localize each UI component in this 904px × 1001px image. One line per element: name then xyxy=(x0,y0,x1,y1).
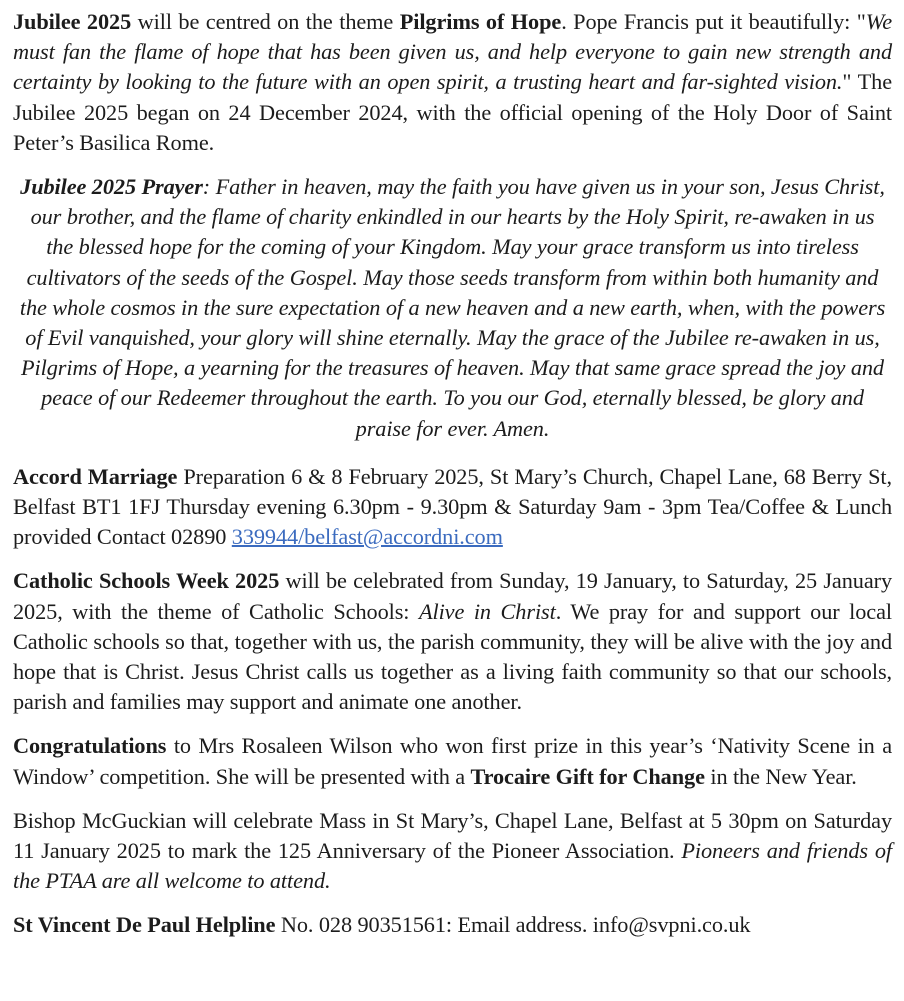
jubilee-lead-1: will be centred on the theme xyxy=(131,9,400,34)
svp-helpline-paragraph xyxy=(13,910,892,940)
trocaire-gift-bold: Trocaire Gift for Change xyxy=(470,763,705,789)
prayer-body: : Father in heaven, may the faith you have given us in your son, Jesus Christ, our brother, and the flame of charity enkindled in our hearts by the Holy Spirit, re-awaken in us the blessed hope for the coming of your Kingdom. May your grace transform us into tireless cultivators of the seeds of the Gospel. May those seeds transform from within both humanity and the whole cosmos in the sure expectation of a new heaven and a new earth, when, with the powers of Evil vanquished, your glory will shine eternally. May the grace of the Jubilee re-awaken in us, Pilgrims of Hope, a yearning for the treasures of heaven. May that same grace spread the joy and peace of our Redeemer throughout the earth. To you our God, eternally blessed, be glory and praise for ever. Amen. xyxy=(19,174,886,441)
accord-body-1: Preparation 6 & 8 February 2025, St Mary’s Church, Chapel Lane, 68 Berry St, Belfast BT1 1FJ Thursday evening 6.30pm - 9.30pm & Saturday 9am - 3pm Tea/Coffee & Lunch provided Contact 02890 xyxy=(13,463,892,550)
schools-week-body-2: . We pray for and support our local Catholic schools so that, together with us, the parish community, they will be alive with the joy and hope that is Christ. Jesus Christ calls us together as a living faith community so that our schools, parish and families may support and animate one another. xyxy=(13,598,892,715)
accord-heading: Accord Marriage xyxy=(13,463,178,489)
congratulations-heading: Congratulations xyxy=(13,733,167,759)
bishop-mass-welcome-italic: Pioneers and friends of the PTAA are all welcome to attend. xyxy=(13,838,892,894)
schools-week-body-1: will be celebrated from Sunday, 19 January, to Saturday, 25 January 2025, with the theme of Catholic Schools: xyxy=(13,568,892,624)
prayer-heading: Jubilee 2025 Prayer xyxy=(20,174,203,200)
bishop-mass-paragraph xyxy=(13,806,892,897)
svp-body: No. 028 90351561: Email address. info@svpni.co.uk xyxy=(275,912,751,938)
svp-heading: St Vincent De Paul Helpline xyxy=(13,912,276,938)
bishop-mass-body-1: Bishop McGuckian will celebrate Mass in St Mary’s, Chapel Lane, Belfast at 5 30pm on Saturday 11 January 2025 to mark the 125 Anniversary of the Pioneer Association. xyxy=(13,807,892,864)
jubilee-heading: Jubilee 2025 xyxy=(13,9,132,34)
schools-week-heading: Catholic Schools Week 2025 xyxy=(13,568,280,594)
accord-marriage-paragraph xyxy=(13,462,892,553)
jubilee-prayer-block xyxy=(13,172,892,444)
jubilee-lead-3: " The Jubilee 2025 began on 24 December 2024, with the official opening of the Holy Door of Saint Peter’s Basilica Rome. xyxy=(13,69,892,155)
congratulations-paragraph xyxy=(13,731,892,791)
jubilee-theme-bold: Pilgrims of Hope xyxy=(399,9,562,34)
schools-week-theme-italic: Alive in Christ xyxy=(418,598,556,624)
jubilee-paragraph xyxy=(13,7,892,158)
jubilee-lead-2: . Pope Francis put it beautifully: " xyxy=(561,9,866,34)
jubilee-quote: We must fan the flame of hope that has been given us, and help everyone to gain new strength and certainty by looking to the future with an open spirit, a trusting heart and far-sighted vision. xyxy=(13,9,893,95)
catholic-schools-week-paragraph xyxy=(13,566,892,717)
congratulations-body-1: to Mrs Rosaleen Wilson who won first prize in this year’s ‘Nativity Scene in a Window’ competition. She will be presented with a xyxy=(13,733,892,789)
congratulations-body-2: in the New Year. xyxy=(704,763,857,789)
accord-contact-link[interactable]: 339944/belfast@accordni.com xyxy=(231,524,503,550)
